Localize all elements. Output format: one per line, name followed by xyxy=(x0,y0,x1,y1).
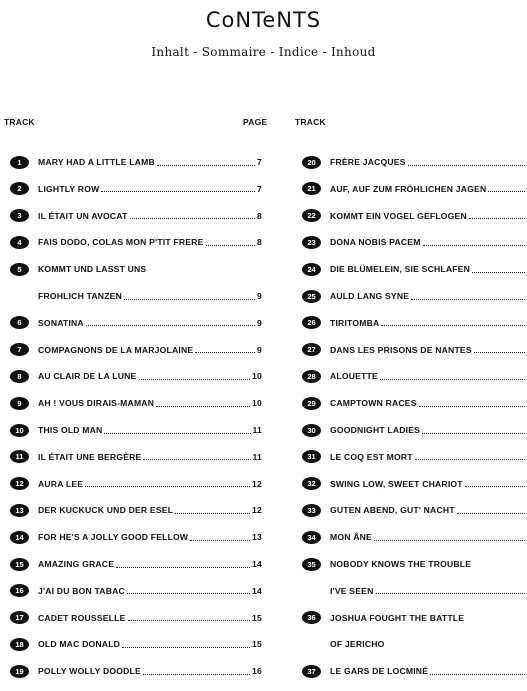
toc-entry xyxy=(10,583,262,599)
leader-dots xyxy=(469,208,525,219)
track-title: AULD LANG SYNE xyxy=(330,291,410,301)
track-number-badge: 9 xyxy=(10,397,29,410)
leader-dots xyxy=(419,396,525,407)
leader-dots xyxy=(457,503,525,514)
track-number-badge: 17 xyxy=(10,611,29,624)
page-number: 16 xyxy=(252,666,262,677)
track-number-badge: 12 xyxy=(10,477,29,490)
track-number-badge: 25 xyxy=(302,290,321,303)
track-number-badge: 30 xyxy=(302,424,321,437)
leader-dots xyxy=(148,262,260,272)
toc-entry xyxy=(302,529,527,545)
toc-entry xyxy=(302,234,527,250)
track-title: AURA LEE xyxy=(38,478,84,489)
track-number-badge: 15 xyxy=(10,558,29,571)
page-title: CoNTeNTS xyxy=(205,8,322,32)
track-title: OF JERICHO xyxy=(330,639,385,650)
track-title: CAMPTOWN RACES xyxy=(330,398,417,409)
toc-entry xyxy=(10,556,262,572)
toc-entry xyxy=(302,315,527,331)
track-title: DIE BLÜMELEIN, SIE SCHLAFEN xyxy=(330,264,471,275)
toc-entry xyxy=(10,154,262,170)
track-title: AU CLAIR DE LA LUNE xyxy=(38,371,137,382)
track-number-badge: 29 xyxy=(302,397,321,410)
track-number-badge: 13 xyxy=(10,504,29,517)
toc-entry xyxy=(10,610,262,626)
leader-dots xyxy=(206,235,255,246)
toc-entry xyxy=(302,502,527,518)
toc-entry xyxy=(302,610,527,626)
page-number: 9 xyxy=(257,317,262,328)
track-title: DANS LES PRISONS DE NANTES xyxy=(330,344,472,355)
leader-dots xyxy=(156,396,250,407)
toc-entry xyxy=(10,422,262,438)
track-title: SWING LOW, SWEET CHARIOT xyxy=(330,478,463,489)
page-number: 11 xyxy=(252,451,262,462)
toc-entry xyxy=(10,261,262,277)
leader-dots xyxy=(143,449,250,460)
toc-entry xyxy=(302,663,527,679)
track-title: DONA NOBIS PACEM xyxy=(330,237,421,248)
track-number-badge: 1 xyxy=(10,156,29,169)
leader-dots xyxy=(157,155,255,166)
page-number: 15 xyxy=(252,612,262,623)
toc-entry xyxy=(10,181,262,197)
track-title: I'VE SEEN xyxy=(330,585,374,596)
leader-dots xyxy=(124,289,255,300)
leader-dots xyxy=(374,530,525,541)
track-number-badge: 23 xyxy=(302,236,321,249)
leader-dots xyxy=(474,342,525,353)
track-title: IL ÉTAIT UNE BERGÈRE xyxy=(38,451,142,462)
track-number-badge: 26 xyxy=(302,316,321,329)
track-title: ALOUETTE xyxy=(330,371,378,382)
track-number-badge: 19 xyxy=(10,665,29,678)
leader-dots xyxy=(86,315,255,326)
leader-dots xyxy=(472,262,525,273)
page-number: 7 xyxy=(257,183,262,194)
track-title: MARY HAD A LITTLE LAMB xyxy=(38,157,155,167)
leader-dots xyxy=(415,449,525,460)
left-track-header: TRACK xyxy=(4,117,35,127)
leader-dots xyxy=(422,423,525,434)
leader-dots xyxy=(190,530,250,541)
toc-entry xyxy=(302,476,527,492)
track-number-badge: 7 xyxy=(10,343,29,356)
track-number-badge: 11 xyxy=(10,450,29,463)
track-title: LE COQ EST MORT xyxy=(330,451,413,462)
page-number: 10 xyxy=(252,371,262,382)
leader-dots xyxy=(175,503,250,514)
track-title: SONATINA xyxy=(38,317,84,328)
track-title: AUF, AUF ZUM FRÖHLICHEN JAGEN xyxy=(330,183,487,194)
leader-dots xyxy=(128,610,251,621)
page-number: 9 xyxy=(257,291,262,301)
track-number-badge: 33 xyxy=(302,504,321,517)
page-number: 12 xyxy=(252,505,262,516)
page-number: 14 xyxy=(252,585,262,596)
leader-dots xyxy=(85,476,250,487)
track-number-badge: 3 xyxy=(10,209,29,222)
track-number-badge: 20 xyxy=(302,156,321,169)
toc-entry xyxy=(302,556,527,572)
toc-entry xyxy=(302,636,527,652)
track-title: DER KUCKUCK UND DER ESEL xyxy=(38,505,174,516)
track-title: CADET ROUSSELLE xyxy=(38,612,126,623)
toc-entry xyxy=(302,583,527,599)
leader-dots xyxy=(430,664,525,675)
track-number-badge: 37 xyxy=(302,665,321,678)
track-title: IL ÉTAIT UN AVOCAT xyxy=(38,210,128,221)
toc-entry xyxy=(302,261,527,277)
toc-entry xyxy=(302,368,527,384)
page-number: 15 xyxy=(252,639,262,650)
right-track-header: TRACK xyxy=(295,117,326,127)
leader-dots xyxy=(380,369,525,380)
toc-entry xyxy=(10,234,262,250)
toc-entry xyxy=(10,476,262,492)
track-number-badge: 21 xyxy=(302,182,321,195)
toc-entry xyxy=(10,368,262,384)
leader-dots xyxy=(122,637,250,648)
leader-dots xyxy=(143,664,250,675)
track-number-badge: 36 xyxy=(302,611,321,624)
track-number-badge xyxy=(302,584,321,597)
track-number-badge: 27 xyxy=(302,343,321,356)
track-number-badge: 5 xyxy=(10,263,29,276)
track-title: TIRITOMBA xyxy=(330,317,380,328)
page-number: 14 xyxy=(252,559,262,569)
track-title: AH ! VOUS DIRAIS-MAMAN xyxy=(38,398,155,409)
toc-entry xyxy=(302,342,527,358)
toc-entry xyxy=(302,449,527,465)
track-number-badge: 34 xyxy=(302,531,321,544)
page-number: 12 xyxy=(252,478,262,489)
toc-entry xyxy=(10,342,262,358)
page-number: 13 xyxy=(252,532,262,543)
toc-entry xyxy=(10,208,262,224)
leader-dots xyxy=(127,583,250,594)
leader-dots xyxy=(411,289,525,300)
track-number-badge: 32 xyxy=(302,477,321,490)
leader-dots xyxy=(101,181,255,192)
leader-dots xyxy=(466,611,525,621)
leader-dots xyxy=(104,423,250,434)
track-number-badge: 28 xyxy=(302,370,321,383)
track-number-badge: 6 xyxy=(10,316,29,329)
toc-entry xyxy=(302,422,527,438)
track-number-badge xyxy=(10,290,29,303)
track-title: KOMMT UND LASST UNS xyxy=(38,264,147,275)
track-title: JOSHUA FOUGHT THE BATTLE xyxy=(330,612,465,623)
track-title: COMPAGNONS DE LA MARJOLAINE xyxy=(38,344,194,355)
track-title: GUTEN ABEND, GUT' NACHT xyxy=(330,505,455,516)
track-title: KOMMT EIN VOGEL GEFLOGEN xyxy=(330,210,467,221)
track-number-badge: 4 xyxy=(10,236,29,249)
track-number-badge: 22 xyxy=(302,209,321,222)
track-number-badge: 10 xyxy=(10,424,29,437)
leader-dots xyxy=(116,557,250,568)
track-number-badge: 31 xyxy=(302,450,321,463)
toc-entry xyxy=(10,315,262,331)
leader-dots xyxy=(408,155,525,166)
page-number: 11 xyxy=(252,425,262,435)
track-number-badge: 16 xyxy=(10,584,29,597)
track-title: OLD MAC DONALD xyxy=(38,639,121,650)
track-number-badge: 14 xyxy=(10,531,29,544)
toc-entry xyxy=(10,529,262,545)
track-number-badge: 24 xyxy=(302,263,321,276)
track-title: POLLY WOLLY DOODLE xyxy=(38,666,141,677)
leader-dots xyxy=(423,235,525,246)
toc-entry xyxy=(10,449,262,465)
track-title: NOBODY KNOWS THE TROUBLE xyxy=(330,559,472,569)
track-title: FROHLICH TANZEN xyxy=(38,291,122,301)
leader-dots xyxy=(488,181,525,192)
toc-entry xyxy=(10,663,262,679)
toc-entry xyxy=(10,395,262,411)
toc-entry xyxy=(302,208,527,224)
toc-entry xyxy=(10,288,262,304)
leader-dots xyxy=(376,583,526,594)
track-number-badge: 8 xyxy=(10,370,29,383)
page-subtitle: Inhalt - Sommaire - Indice - Inhoud xyxy=(151,45,376,59)
leader-dots xyxy=(195,342,255,353)
track-title: FRÈRE JACQUES xyxy=(330,157,406,167)
track-title: THIS OLD MAN xyxy=(38,425,103,435)
page-number: 9 xyxy=(257,344,262,355)
leader-dots xyxy=(130,208,255,219)
toc-entry xyxy=(302,395,527,411)
toc-entry xyxy=(302,288,527,304)
page-number: 8 xyxy=(257,237,262,248)
track-number-badge xyxy=(302,638,321,651)
leader-dots xyxy=(473,557,525,567)
track-number-badge: 18 xyxy=(10,638,29,651)
toc-entry xyxy=(302,181,527,197)
page-number: 8 xyxy=(257,210,262,221)
page-number: 10 xyxy=(252,398,262,409)
track-title: FAIS DODO, COLAS MON P'TIT FRERE xyxy=(38,237,204,248)
track-title: AMAZING GRACE xyxy=(38,559,115,569)
toc-entry xyxy=(10,636,262,652)
leader-dots xyxy=(139,369,251,380)
leader-dots xyxy=(381,315,525,326)
leader-dots xyxy=(387,637,525,647)
track-title: LE GARS DE LOCMINÉ xyxy=(330,666,429,677)
toc-entry xyxy=(10,502,262,518)
track-title: MON ÂNE xyxy=(330,532,372,543)
track-title: J'AI DU BON TABAC xyxy=(38,585,125,596)
track-number-badge: 35 xyxy=(302,558,321,571)
page-header: PAGE xyxy=(243,117,268,127)
page-number: 7 xyxy=(257,157,262,167)
track-title: LIGHTLY ROW xyxy=(38,183,100,194)
toc-entry xyxy=(302,154,527,170)
track-title: GOODNIGHT LADIES xyxy=(330,425,421,435)
track-number-badge: 2 xyxy=(10,182,29,195)
track-title: FOR HE'S A JOLLY GOOD FELLOW xyxy=(38,532,189,543)
leader-dots xyxy=(465,476,525,487)
